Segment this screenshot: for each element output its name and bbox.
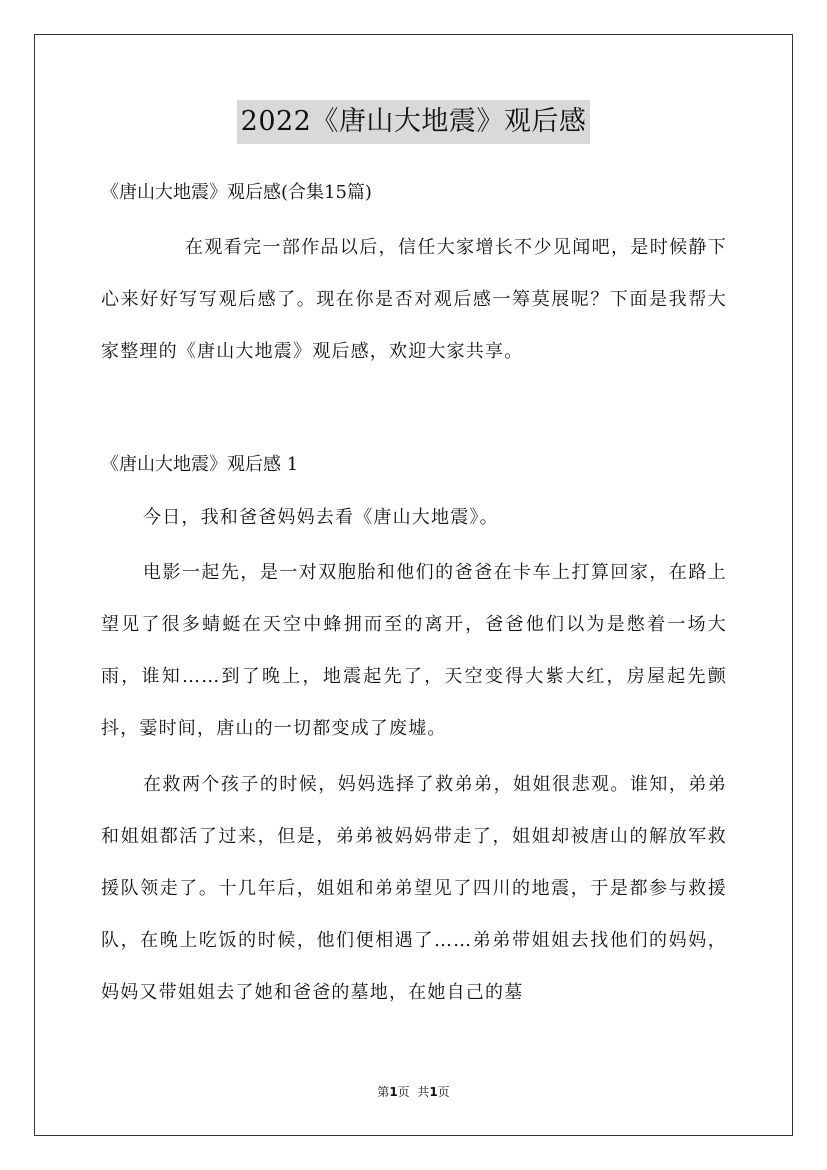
intro-paragraph: 在观看完一部作品以后，信任大家增长不少见闻吧，是时候静下心来好好写写观后感了。现在你是否对观后感一筹莫展呢？下面是我帮大家整理的《唐山大地震》观后感，欢迎大家共享。 <box>101 237 727 362</box>
document-subtitle: 《唐山大地震》观后感(合集15篇) <box>101 182 372 203</box>
document-title: 2022《唐山大地震》观后感 <box>237 100 591 144</box>
body-paragraph: 在救两个孩子的时候，妈妈选择了救弟弟，姐姐很悲观。谁知，弟弟和姐姐都活了过来，但是，弟弟被妈妈带走了，姐姐却被唐山的解放军救援队领走了。十几年后，姐姐和弟弟望见了四川的地震，于是都参与救援队，在晚上吃饭的时候，他们便相遇了……弟弟带姐姐去找他们的妈妈，妈妈又带姐姐去了她和爸爸的墓地，在她自己的墓 <box>101 774 727 1003</box>
footer-page-number: 1 <box>389 1085 398 1099</box>
body-paragraph: 今日，我和爸爸妈妈去看《唐山大地震》。 <box>143 507 499 528</box>
footer-page-prefix: 第 <box>377 1085 390 1099</box>
footer-page-total: 1 <box>429 1085 438 1099</box>
page-footer <box>0 1083 827 1101</box>
section-heading: 《唐山大地震》观后感 1 <box>101 454 299 475</box>
title-container <box>0 100 827 144</box>
body-paragraph: 电影一起先，是一对双胞胎和他们的爸爸在卡车上打算回家，在路上望见了很多蜻蜓在天空中蜂拥而至的离开，爸爸他们以为是憋着一场大雨，谁知……到了晚上，地震起先了，天空变得大紫大红，房屋起先颤抖，霎时间，唐山的一切都变成了废墟。 <box>101 562 727 739</box>
footer-page-suffix: 页 <box>437 1085 450 1099</box>
footer-page-mid: 页 共 <box>397 1085 430 1099</box>
